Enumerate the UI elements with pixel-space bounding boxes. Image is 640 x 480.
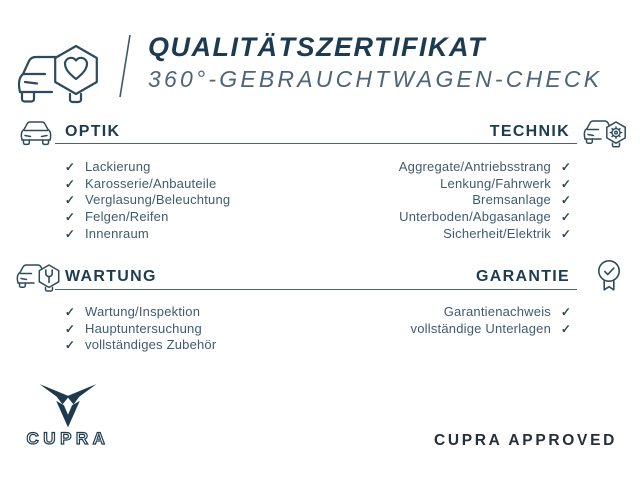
header-text [148, 32, 602, 94]
optik-checklist [63, 159, 230, 243]
check-icon: ✓ [64, 193, 76, 208]
checklist-item [399, 226, 573, 243]
checklist-item-label: Unterboden/Abgasanlage [399, 209, 551, 225]
checklist-item-label: Verglasung/Beleuchtung [85, 192, 231, 208]
check-icon: ✓ [64, 160, 76, 174]
page-subtitle: 360°-GEBRAUCHTWAGEN-CHECK [148, 66, 603, 92]
checklist-item-label: Karosserie/Anbauteile [85, 175, 217, 191]
section-title-garantie: GARANTIE [476, 268, 570, 285]
page-title: QUALITÄTSZERTIFIKAT [148, 32, 486, 62]
checklist-item-label: Wartung/Inspektion [85, 304, 201, 319]
checklist-item [63, 337, 216, 354]
checklist-item-label: Sicherheit/Elektrik [443, 225, 551, 241]
cupra-wordmark: CUPRA [26, 429, 110, 448]
check-icon: ✓ [560, 176, 572, 191]
section-title-wartung: WARTUNG [65, 268, 157, 285]
check-icon: ✓ [64, 338, 76, 353]
checklist-item-label: Felgen/Reifen [85, 209, 169, 225]
checklist-item [63, 321, 216, 338]
check-icon: ✓ [560, 160, 572, 174]
checklist-item [63, 226, 230, 243]
checklist-item [63, 304, 216, 321]
checklist-item [399, 176, 573, 193]
car-front-icon [19, 121, 53, 147]
check-icon: ✓ [64, 226, 76, 241]
wartung-checklist [63, 304, 216, 354]
check-icon: ✓ [560, 305, 572, 319]
checklist-item-label: vollständige Unterlagen [410, 320, 551, 336]
technik-checklist [399, 159, 573, 243]
medal-check-icon [594, 258, 624, 298]
checklist-item-label: Innenraum [85, 225, 149, 241]
car-wrench-icon [15, 262, 61, 293]
checklist-item [63, 209, 230, 226]
checklist-item-label: Hauptuntersuchung [85, 320, 202, 336]
checklist-item [399, 159, 573, 176]
checklist-item-label: Bremsanlage [472, 192, 551, 208]
section-title-optik: OPTIK [65, 123, 121, 140]
check-icon: ✓ [64, 321, 76, 336]
car-badge-heart-icon [13, 32, 109, 106]
car-gear-icon [582, 119, 628, 148]
check-icon: ✓ [64, 305, 76, 319]
checklist-item [63, 192, 230, 209]
check-icon: ✓ [560, 210, 572, 225]
section-rule-bottom [55, 289, 577, 290]
cupra-approved-label: CUPRA APPROVED [433, 432, 617, 449]
check-icon: ✓ [560, 321, 572, 336]
section-title-technik: TECHNIK [489, 123, 570, 140]
checklist-item-label: Garantienachweis [443, 304, 551, 319]
checklist-item [411, 304, 573, 321]
checklist-item-label: Aggregate/Antriebsstrang [398, 159, 551, 174]
checklist-item [63, 176, 230, 193]
checklist-item-label: Lackierung [85, 159, 151, 174]
check-icon: ✓ [560, 226, 572, 241]
checklist-item [399, 192, 573, 209]
checklist-item [411, 321, 573, 338]
check-icon: ✓ [560, 193, 572, 208]
section-rule-top [55, 143, 577, 144]
checklist-item-label: Lenkung/Fahrwerk [440, 175, 551, 191]
check-icon: ✓ [64, 176, 76, 191]
cupra-logo [22, 383, 114, 449]
slash-divider [118, 33, 132, 99]
cupra-logo-mark [39, 383, 97, 428]
garantie-checklist [411, 304, 573, 337]
checklist-item [399, 209, 573, 226]
check-icon: ✓ [64, 210, 76, 225]
checklist-item [63, 159, 230, 176]
checklist-item-label: vollständiges Zubehör [85, 337, 217, 353]
